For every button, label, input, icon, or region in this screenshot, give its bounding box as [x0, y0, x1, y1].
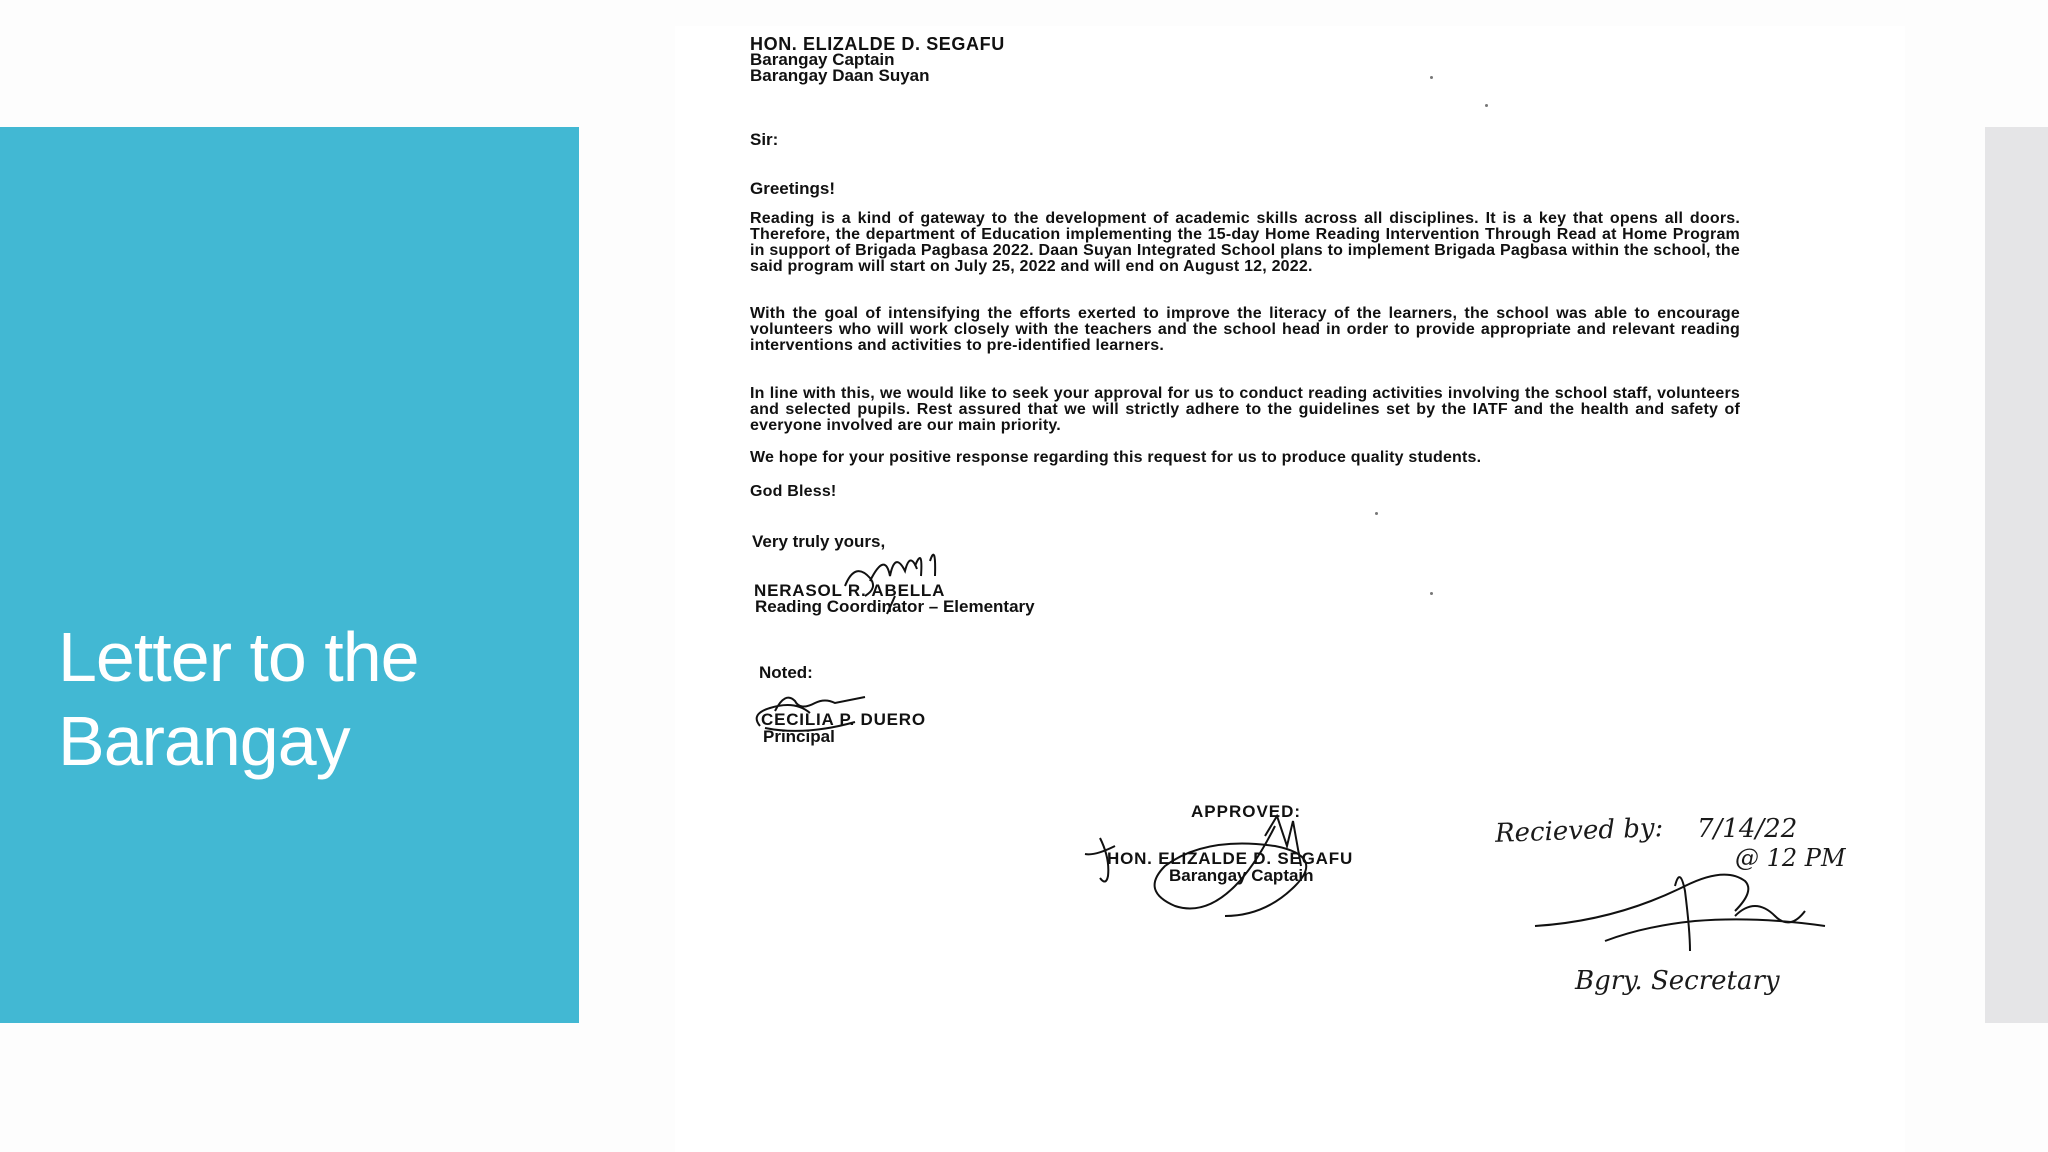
recipient-org: Barangay Daan Suyan [750, 66, 930, 85]
handwritten-time: @ 12 PM [1735, 844, 1846, 872]
letter-paragraph: We hope for your positive response regarding this request for us to produce quality students. [750, 449, 1482, 466]
secretary-signature [1535, 875, 1825, 951]
scan-speck [1430, 592, 1433, 595]
scan-speck [1430, 76, 1433, 79]
right-gray-strip [1985, 127, 2048, 1023]
letter-paragraph: With the goal of intensifying the efforts exerted to improve the literacy of the learners, the school was able to encourage volunteers who will work closely with the teachers and the school head in order to provide appropriate and relevant reading interventions and activities to pre-identified learners. [750, 305, 1740, 354]
handwritten-date: 7/14/22 [1697, 814, 1798, 844]
approver-role: Barangay Captain [1169, 866, 1314, 885]
slide-title-line1: Letter to the [58, 618, 419, 696]
recipient-title: Barangay Captain [750, 50, 895, 69]
salutation: Sir: [750, 130, 779, 149]
letter-paragraph: In line with this, we would like to seek your approval for us to conduct reading activities involving the school staff, volunteers and selected pupils. Rest assured that we will strictly adhere to the guidelines set by the IATF and the health and safety of everyone involved are our main priority. [750, 385, 1740, 434]
handwritten-role: Bgry. Secretary [1575, 966, 1780, 996]
handwritten-received-by: Recieved by: [1494, 813, 1664, 849]
approved-label: APPROVED: [1191, 802, 1302, 821]
scan-speck [1375, 512, 1378, 515]
noted-role: Principal [763, 727, 835, 746]
greeting: Greetings! [750, 179, 836, 198]
title-panel [0, 127, 579, 1023]
scan-speck [1485, 104, 1488, 107]
sender-name: NERASOL R. ABELLA [754, 581, 946, 600]
letter-paragraph: Reading is a kind of gateway to the development of academic skills across all disciplines. It is a key that opens all doors. Therefore, the department of Education implementing the 15-day Home Reading Intervention Through Read at Home Program in support of Brigada Pagbasa 2022. Daan Suyan Integrated School plans to implement Brigada Pagbasa within the school, the said program will start on July 25, 2022 and will end on August 12, 2022. [750, 210, 1740, 275]
approver-name: HON. ELIZALDE D. SEGAFU [1107, 849, 1354, 868]
recipient-name: HON. ELIZALDE D. SEGAFU [750, 34, 1005, 54]
slide-title-line2: Barangay [58, 702, 350, 780]
recipient-block [750, 36, 1005, 84]
noted-label: Noted: [759, 663, 813, 682]
noted-name: CECILIA P. DUERO [761, 710, 926, 729]
closing: Very truly yours, [752, 532, 886, 551]
slide-title [58, 615, 558, 783]
sender-role: Reading Coordinator – Elementary [755, 597, 1035, 616]
letter-paragraph: God Bless! [750, 483, 837, 500]
scanned-letter [675, 26, 1905, 1152]
